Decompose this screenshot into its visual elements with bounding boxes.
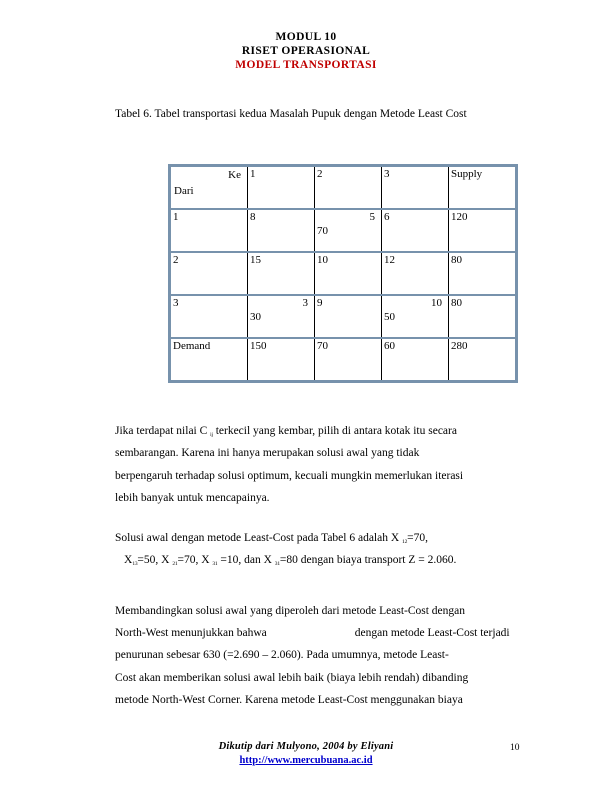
p1-line3: berpengaruh terhadap solusi optimum, kecuali mungkin memerlukan iterasi xyxy=(115,469,464,482)
column-header-supply xyxy=(449,166,517,210)
column-header-3 xyxy=(382,166,449,210)
cell-1-1-cost: 8 xyxy=(250,211,256,223)
cell-3-1 xyxy=(248,295,315,338)
document-header xyxy=(0,30,612,72)
p3-line5: metode North-West Corner. Karena metode Least-Cost menggunakan biaya xyxy=(115,693,463,706)
p3-line2-b: dengan metode Least-Cost terjadi xyxy=(354,627,510,640)
cell-1-3-cost: 6 xyxy=(384,211,390,223)
cell-3-supply-value: 80 xyxy=(451,297,462,309)
table-demand-row xyxy=(170,338,517,382)
cell-1-3 xyxy=(382,209,449,252)
p2-subscript-2: 13 xyxy=(132,561,138,568)
cell-demand-2 xyxy=(315,338,382,382)
cell-1-2-allocation: 70 xyxy=(317,225,328,237)
row-header-1-label: 1 xyxy=(173,211,179,223)
cell-3-3-allocation: 50 xyxy=(384,311,395,323)
cell-2-supply xyxy=(449,252,517,295)
column-header-1 xyxy=(248,166,315,210)
cell-demand-3 xyxy=(382,338,449,382)
p1-line1-a: Jika terdapat nilai C xyxy=(115,425,211,437)
p1-line1-b: terkecil yang kembar, pilih di antara kotak itu secara xyxy=(212,425,457,437)
table-caption: Tabel 6. Tabel transportasi kedua Masalah Pupuk dengan Metode Least Cost xyxy=(115,108,467,120)
p2-line1-a: Solusi awal dengan metode Least-Cost pada Tabel 6 adalah X xyxy=(115,532,403,544)
p2-line2-b: =50, X xyxy=(137,554,173,567)
cell-1-supply xyxy=(449,209,517,252)
cell-1-2-cost: 5 xyxy=(369,211,375,223)
header-line-module: MODUL 10 xyxy=(275,31,337,43)
page-number: 10 xyxy=(510,743,520,753)
p2-line2-d: =10, dan X xyxy=(217,554,275,567)
cell-2-1-cost: 15 xyxy=(250,254,261,266)
p1-line4: lebih banyak untuk mencapainya. xyxy=(115,492,270,505)
cell-1-supply-value: 120 xyxy=(451,211,468,223)
p3-line2-a: North-West menunjukkan bahwa xyxy=(115,627,267,640)
cell-3-supply xyxy=(449,295,517,338)
p2-line2-a: X xyxy=(124,554,133,567)
table-row xyxy=(170,252,517,295)
footer-attribution: Dikutip dari Mulyono, 2004 by Eliyani xyxy=(218,741,394,752)
row-header-1 xyxy=(170,209,248,252)
row-header-2-label: 2 xyxy=(173,254,179,266)
cell-2-supply-value: 80 xyxy=(451,254,462,266)
paragraph-comparison xyxy=(115,600,515,711)
cell-1-1 xyxy=(248,209,315,252)
cell-3-2 xyxy=(315,295,382,338)
cell-2-2 xyxy=(315,252,382,295)
column-header-2-label: 2 xyxy=(317,168,323,180)
paragraph-initial-solution xyxy=(115,527,515,572)
p2-line2-c: =70, X xyxy=(177,554,213,567)
footer-url-container xyxy=(0,755,612,766)
header-line-course: RISET OPERASIONAL xyxy=(241,45,371,58)
p2-subscript-5: 31 xyxy=(274,561,280,568)
cell-demand-1 xyxy=(248,338,315,382)
p2-line2-e: =80 dengan biaya transport Z = 2.060. xyxy=(279,554,457,567)
cell-1-2 xyxy=(315,209,382,252)
p2-subscript-4: 31 xyxy=(212,561,218,568)
cell-demand-3-value: 60 xyxy=(384,340,395,352)
cell-total-value: 280 xyxy=(451,340,468,352)
column-header-1-label: 1 xyxy=(250,168,256,180)
cell-2-1 xyxy=(248,252,315,295)
cell-3-2-cost: 9 xyxy=(317,297,323,309)
footer-url-link[interactable]: http://www.mercubuana.ac.id xyxy=(239,755,373,766)
row-header-3-label: 3 xyxy=(173,297,179,309)
table-header-row xyxy=(170,166,517,210)
transportation-table xyxy=(168,164,518,383)
row-header-demand-label: Demand xyxy=(173,340,211,352)
table-row xyxy=(170,295,517,338)
cell-3-3-cost: 10 xyxy=(431,297,442,309)
corner-label-ke: Ke xyxy=(228,169,241,181)
p2-subscript-3: 21 xyxy=(172,561,178,568)
p1-line2: sembarangan. Karena ini hanya merupakan solusi awal yang tidak xyxy=(115,447,420,460)
corner-label-dari: Dari xyxy=(174,185,194,197)
p2-line1-b: =70, xyxy=(407,532,429,544)
p3-line1: Membandingkan solusi awal yang diperoleh dari metode Least-Cost dengan xyxy=(115,605,466,617)
header-line-topic: MODEL TRANSPORTASI xyxy=(235,59,377,72)
cell-demand-1-value: 150 xyxy=(250,340,267,352)
table-row xyxy=(170,209,517,252)
p2-subscript-1: 12 xyxy=(402,539,408,545)
row-header-3 xyxy=(170,295,248,338)
cell-demand-2-value: 70 xyxy=(317,340,328,352)
column-header-supply-label: Supply xyxy=(451,168,483,180)
cell-2-3 xyxy=(382,252,449,295)
cell-3-1-cost: 3 xyxy=(302,297,308,309)
p3-line3: penurunan sebesar 630 (=2.690 – 2.060). Pada umumnya, metode Least- xyxy=(115,649,449,662)
cell-total xyxy=(449,338,517,382)
cell-2-3-cost: 12 xyxy=(384,254,395,266)
cell-3-1-allocation: 30 xyxy=(250,311,261,323)
row-header-demand xyxy=(170,338,248,382)
p3-line4: Cost akan memberikan solusi awal lebih baik (biaya lebih rendah) dibanding xyxy=(115,671,469,684)
paragraph-tie-breaking xyxy=(115,420,515,510)
column-header-3-label: 3 xyxy=(384,168,390,180)
column-header-2 xyxy=(315,166,382,210)
cell-3-3 xyxy=(382,295,449,338)
row-header-2 xyxy=(170,252,248,295)
header-corner-cell xyxy=(170,166,248,210)
cell-2-2-cost: 10 xyxy=(317,254,328,266)
transportation-table-wrapper xyxy=(168,164,488,383)
p1-subscript-ij: ij xyxy=(210,432,213,438)
